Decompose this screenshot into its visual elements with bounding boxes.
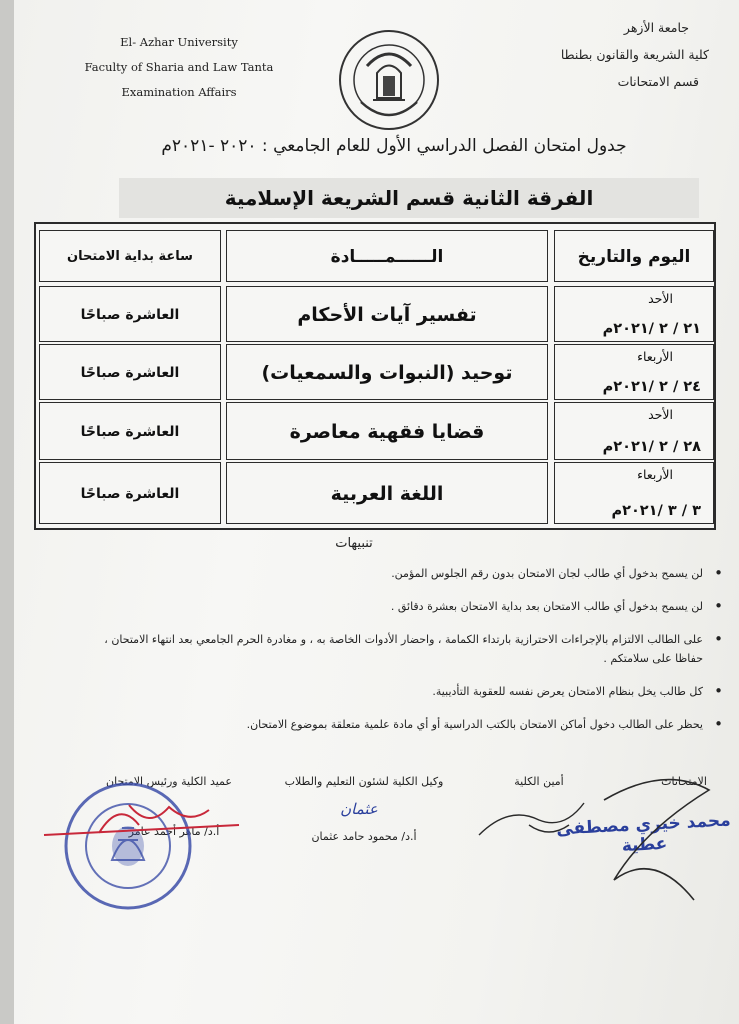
row-time: العاشرة صباحًا [39,462,221,524]
header-date: اليوم والتاريخ [554,230,714,282]
list-item: • كل طالب يخل بنظام الامتحان يعرض نفسه للعقوبة التأديبية. [74,682,729,701]
header-department-ar: قسم الامتحانات [617,74,699,89]
table-row-date [554,462,714,524]
exams-signature-scribble-icon [584,760,724,910]
header-university-ar: جامعة الأزهر [623,20,689,35]
section-band: الفرقة الثانية قسم الشريعة الإسلامية [119,178,699,218]
row-time: العاشرة صباحًا [39,344,221,400]
list-item: • يحظر على الطالب دخول أماكن الامتحان بالكتب الدراسية أو أي مادة علمية متعلقة بموضوع الامتحان. [74,715,729,734]
table-row-date [554,402,714,460]
row-day: الأربعاء [637,349,673,364]
dean-red-signature-icon [39,795,249,845]
vice-dean-signature: عثمان [340,800,378,818]
notes-list [74,564,729,748]
exam-schedule-table [34,222,716,530]
header-english [69,30,289,105]
row-day: الأربعاء [637,467,673,482]
list-item: • لن يسمح بدخول أي طالب الامتحان بعد بداية الامتحان بعشرة دقائق . [74,597,729,616]
exams-signature: محمد خيري مصطفى عطية [555,810,732,857]
secretary-signature-icon [469,795,589,845]
table-row-date [554,286,714,342]
header-faculty-ar: كلية الشريعة والقانون بطنطا [560,47,709,62]
exams-signature-title: الامتحانات [661,775,707,788]
list-item: • لن يسمح بدخول أي طالب لجان الامتحان بدون رقم الجلوس المؤمن. [74,564,729,583]
row-time: العاشرة صباحًا [39,286,221,342]
row-date: ٣ / ٣ /٢٠٢١م [611,503,701,519]
row-day: الأحد [648,407,673,422]
dean-title: عميد الكلية ورئيس الامتحان [106,775,232,788]
document-page [14,0,739,1024]
row-date: ٢١ / ٢ /٢٠٢١م [602,321,701,337]
university-seal-icon [337,28,441,132]
list-item: • على الطالب الالتزام بالإجراءات الاحترازية بارتداء الكمامة ، واحضار الأدوات الخاصة به ، و مغادرة الحرم الجامعي بعد انتهاء الامتحان ، حفاظا على سلامتكم . [74,630,729,668]
row-subject: تفسير آيات الأحكام [226,286,548,342]
vice-dean-title: وكيل الكلية لشئون التعليم والطلاب [284,775,444,788]
header-arabic [499,14,709,95]
page-title: جدول امتحان الفصل الدراسي الأول للعام الجامعي : ٢٠٢٠ -٢٠٢١م [161,136,627,156]
header-affairs-en: Examination Affairs [121,85,237,99]
row-subject: توحيد (النبوات والسمعيات) [226,344,548,400]
header-subject: الــــــمـــــادة [226,230,548,282]
dean-name: أ.د/ ماهر أحمد عامر [128,825,220,838]
header-time: ساعة بداية الامتحان [39,230,221,282]
secretary-title: أمين الكلية [514,775,564,788]
row-subject: قضايا فقهية معاصرة [226,402,548,460]
header-university-en: El- Azhar University [120,35,238,49]
vice-dean-name: أ.د/ محمود حامد عثمان [311,830,417,843]
row-time: العاشرة صباحًا [39,402,221,460]
notes-title: تنبيهات [335,536,373,551]
table-row-date [554,344,714,400]
header-faculty-en: Faculty of Sharia and Law Tanta [84,60,274,74]
row-date: ٢٨ / ٢ /٢٠٢١م [602,439,701,455]
row-day: الأحد [648,291,673,306]
row-date: ٢٤ / ٢ /٢٠٢١م [602,379,701,395]
row-subject: اللغة العربية [226,462,548,524]
